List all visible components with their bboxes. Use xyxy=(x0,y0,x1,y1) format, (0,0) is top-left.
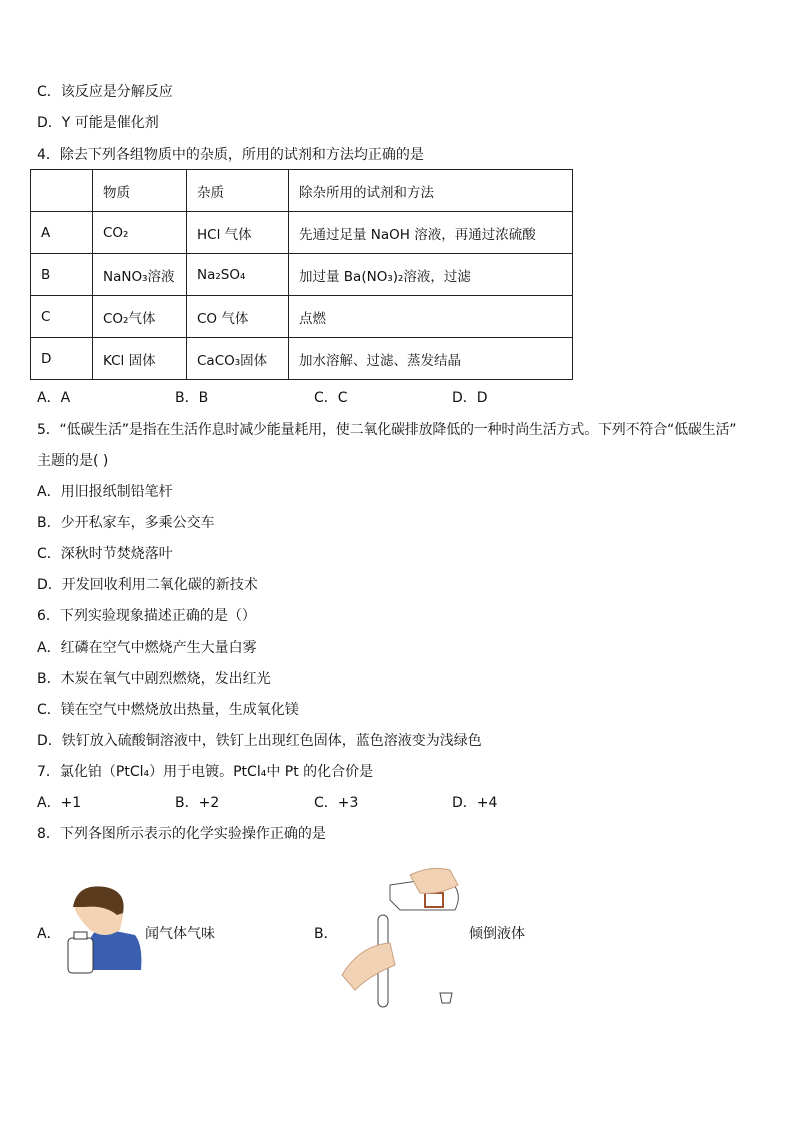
table-row: C CO₂气体 CO 气体 点燃 xyxy=(31,296,573,338)
table-row: A CO₂ HCl 气体 先通过足量 NaOH 溶液，再通过浓硫酸 xyxy=(31,212,573,254)
table-header-row: 物质 杂质 除杂所用的试剂和方法 xyxy=(31,170,573,212)
q6-option-d: D．铁钉放入硫酸铜溶液中，铁钉上出现红色固体，蓝色溶液变为浅绿色 xyxy=(37,733,482,749)
q3-option-d: D．Y 可能是催化剂 xyxy=(37,115,159,131)
q4-option-d: D．D xyxy=(452,390,488,406)
table-row: D KCl 固体 CaCO₃固体 加水溶解、过滤、蒸发结晶 xyxy=(31,338,573,380)
q5-option-b: B．少开私家车，多乘公交车 xyxy=(37,515,215,531)
pouring-liquid-illustration xyxy=(340,865,470,1015)
q5-stem-line1: 5．“低碳生活”是指在生活作息时减少能量耗用，使二氧化碳排放降低的一种时尚生活方式。下列不符合“低碳生活” xyxy=(37,422,737,438)
q8-option-b-letter: B． xyxy=(314,926,338,942)
q6-option-a: A．红磷在空气中燃烧产生大量白雾 xyxy=(37,640,257,656)
q4-table xyxy=(30,169,573,380)
q4-option-c: C．C xyxy=(314,390,348,406)
q5-option-d: D．开发回收利用二氧化碳的新技术 xyxy=(37,577,258,593)
q7-option-c: C．+3 xyxy=(314,795,359,811)
q5-option-c: C．深秋时节焚烧落叶 xyxy=(37,546,173,562)
q7-option-a: A．+1 xyxy=(37,795,82,811)
q7-option-b: B．+2 xyxy=(175,795,220,811)
table-row: B NaNO₃溶液 Na₂SO₄ 加过量 Ba(NO₃)₂溶液，过滤 xyxy=(31,254,573,296)
smelling-gas-illustration xyxy=(65,885,145,975)
q8-option-a-caption: 闻气体气味 xyxy=(145,926,215,942)
q6-option-b: B．木炭在氧气中剧烈燃烧，发出红光 xyxy=(37,671,271,687)
q7-stem: 7．氯化铂（PtCl₄）用于电镀。PtCl₄中 Pt 的化合价是 xyxy=(37,764,374,780)
q3-option-c: C．该反应是分解反应 xyxy=(37,84,173,100)
q6-stem: 6．下列实验现象描述正确的是（） xyxy=(37,608,256,624)
q5-stem-line2: 主题的是( ) xyxy=(37,453,109,469)
q5-option-a: A．用旧报纸制铅笔杆 xyxy=(37,484,173,500)
q4-option-b: B．B xyxy=(175,390,209,406)
q7-option-d: D．+4 xyxy=(452,795,498,811)
q4-option-a: A．A xyxy=(37,390,71,406)
q8-option-b-caption: 倾倒液体 xyxy=(469,926,525,942)
q6-option-c: C．镁在空气中燃烧放出热量，生成氧化镁 xyxy=(37,702,299,718)
q8-option-a-letter: A． xyxy=(37,926,61,942)
q8-stem: 8．下列各图所示表示的化学实验操作正确的是 xyxy=(37,826,326,842)
q4-stem: 4．除去下列各组物质中的杂质，所用的试剂和方法均正确的是 xyxy=(37,147,424,163)
